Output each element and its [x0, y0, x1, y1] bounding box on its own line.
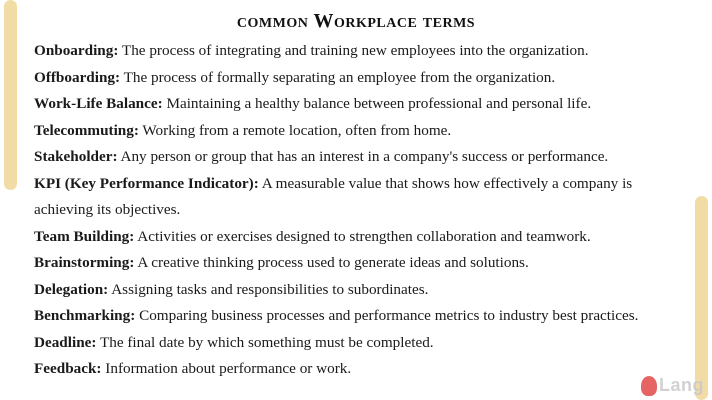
term-item — [34, 65, 694, 92]
term-name: KPI (Key Performance Indicator): — [34, 174, 259, 192]
term-definition: Any person or group that has an interest in a company's success or performance. — [117, 148, 609, 165]
term-item — [34, 330, 694, 357]
term-definition: Comparing business processes and performance metrics to industry best practices. — [135, 307, 639, 324]
term-definition: Information about performance or work. — [101, 360, 352, 377]
term-definition: A creative thinking process used to generate ideas and solutions. — [134, 254, 529, 271]
term-name: Delegation: — [34, 280, 109, 298]
term-name: Feedback: — [34, 360, 102, 377]
term-name: Team Building: — [34, 227, 135, 245]
term-definition: The process of formally separating an employee from the organization. — [120, 68, 556, 86]
term-item — [34, 118, 694, 145]
term-name: Brainstorming: — [34, 254, 135, 271]
term-definition: A measurable value that shows how effectively a company is achieving its objectives. — [34, 174, 633, 218]
term-definition: The process of integrating and training new employees into the organization. — [118, 42, 589, 59]
page-title: common Workplace terms — [236, 10, 476, 32]
term-item — [34, 356, 694, 383]
term-name: Onboarding: — [34, 42, 119, 59]
brand-logo — [641, 375, 704, 396]
term-item — [34, 144, 694, 171]
term-definition: Activities or exercises designed to strengthen collaboration and teamwork. — [134, 227, 591, 245]
term-item — [34, 250, 694, 277]
term-definition: Maintaining a healthy balance between professional and personal life. — [162, 95, 592, 112]
term-item — [34, 38, 694, 65]
term-item — [34, 224, 694, 251]
term-name: Stakeholder: — [34, 148, 118, 165]
flame-logo-icon — [641, 376, 657, 396]
term-item — [34, 171, 694, 224]
term-item — [34, 303, 694, 330]
terms-list — [34, 38, 694, 383]
term-name: Deadline: — [34, 333, 97, 351]
term-item — [34, 277, 694, 304]
term-name: Telecommuting: — [34, 121, 139, 139]
right-decorative-bar — [695, 196, 708, 400]
term-name: Benchmarking: — [34, 307, 136, 324]
term-definition: Assigning tasks and responsibilities to subordinates. — [108, 280, 429, 298]
term-definition: Working from a remote location, often from home. — [138, 121, 452, 139]
logo-text: Lang — [659, 375, 704, 395]
term-item — [34, 91, 694, 118]
term-name: Offboarding: — [34, 68, 121, 86]
term-definition: The final date by which something must be completed. — [96, 333, 434, 351]
term-name: Work-Life Balance: — [34, 95, 163, 112]
